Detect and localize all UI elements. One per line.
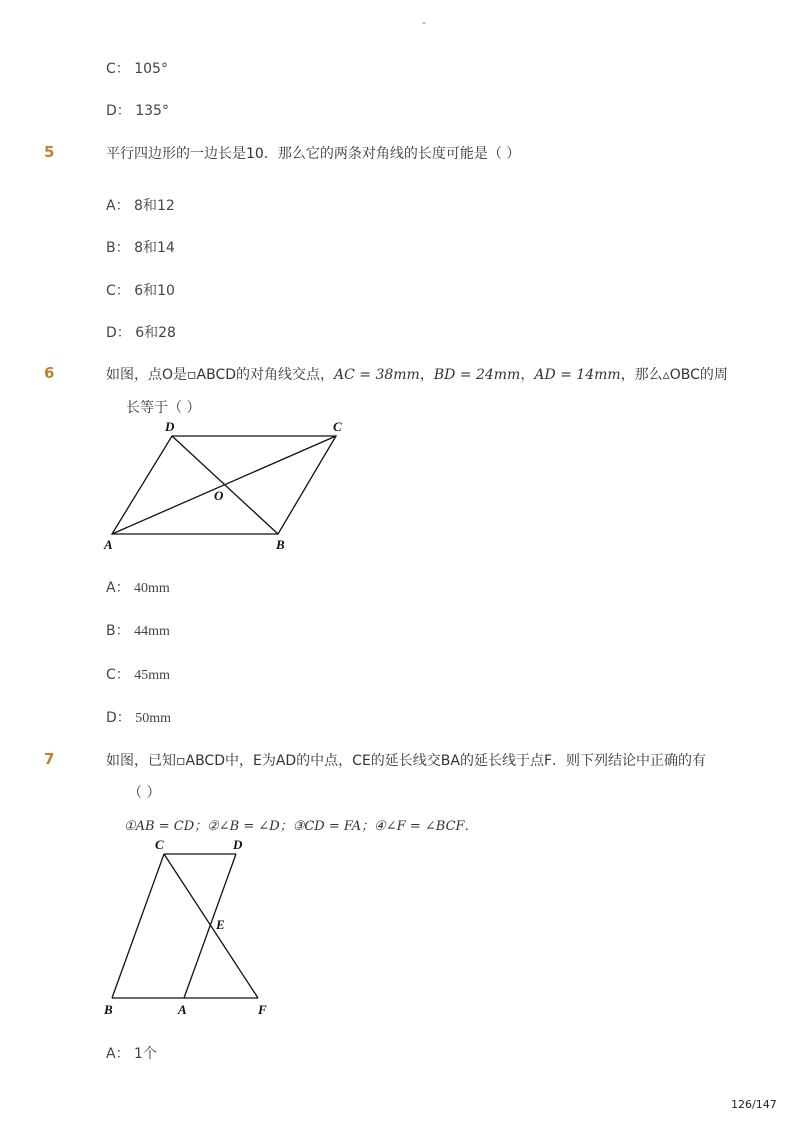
segment-bc [112,854,164,998]
option-label: D： [106,103,131,119]
option-label: B： [106,240,130,256]
question-text: 如图，已知▫ABCD中，E为AD的中点，CE的延长线交BA的延长线于点F．则下列结论中正确的有 [106,753,707,769]
option-value: 6和28 [135,325,176,341]
option-value: 44mm [134,624,170,639]
label-a: A [178,1002,187,1017]
option-value: 45mm [134,668,171,683]
option-value: 1个 [134,1046,157,1062]
option-label: A： [106,1046,130,1062]
option-label: A： [106,580,130,596]
label-o: O [214,488,224,503]
label-a: A [104,537,113,552]
option-a[interactable] [106,1043,157,1063]
question-text-line2: 长等于（ ） [126,400,201,416]
math-bd: BD = 24mm [433,367,521,383]
option-label: C： [106,667,130,683]
separator: ， [520,367,535,383]
option-value: 8和12 [134,198,175,214]
separator: ， [419,367,434,383]
label-c: C [155,837,164,852]
page-number: 126/147 [731,1098,777,1111]
option-label: A： [106,198,130,214]
label-d: D [165,419,175,434]
header-mark: - [422,16,426,29]
question-statements: ①AB = CD；②∠B = ∠D；③CD = FA；④∠F = ∠BCF． [124,819,478,834]
question-number: 7 [44,750,55,768]
option-label: D： [106,710,131,726]
option-value: 8和14 [134,240,175,256]
option-label: D： [106,325,131,341]
math-ad: AD = 14mm [534,367,621,383]
label-b: B [276,537,285,552]
option-label: C： [106,283,130,299]
question-number: 6 [44,364,55,382]
question-text-part: ，那么▵OBC的周 [620,367,728,383]
label-f: F [258,1002,267,1017]
label-d: D [233,837,243,852]
segment-cf [164,854,258,998]
option-label: C： [106,61,130,77]
math-ac: AC = 38mm [334,367,420,383]
option-value: 40mm [134,581,170,596]
label-b: B [104,1002,113,1017]
question-text-line2: （ ） [128,785,161,801]
question-number: 5 [44,143,55,161]
option-label: B： [106,623,130,639]
label-e: E [216,917,225,932]
question-text-part: 如图，点O是▫ABCD的对角线交点， [106,367,334,383]
option-value: 105° [134,61,168,77]
option-value: 6和10 [134,283,175,299]
option-value: 135° [135,103,169,119]
label-c: C [333,419,342,434]
segment-ad [184,854,236,998]
question-text: 平行四边形的一边长是10．那么它的两条对角线的长度可能是（ ） [106,146,521,162]
option-value: 50mm [135,711,172,726]
